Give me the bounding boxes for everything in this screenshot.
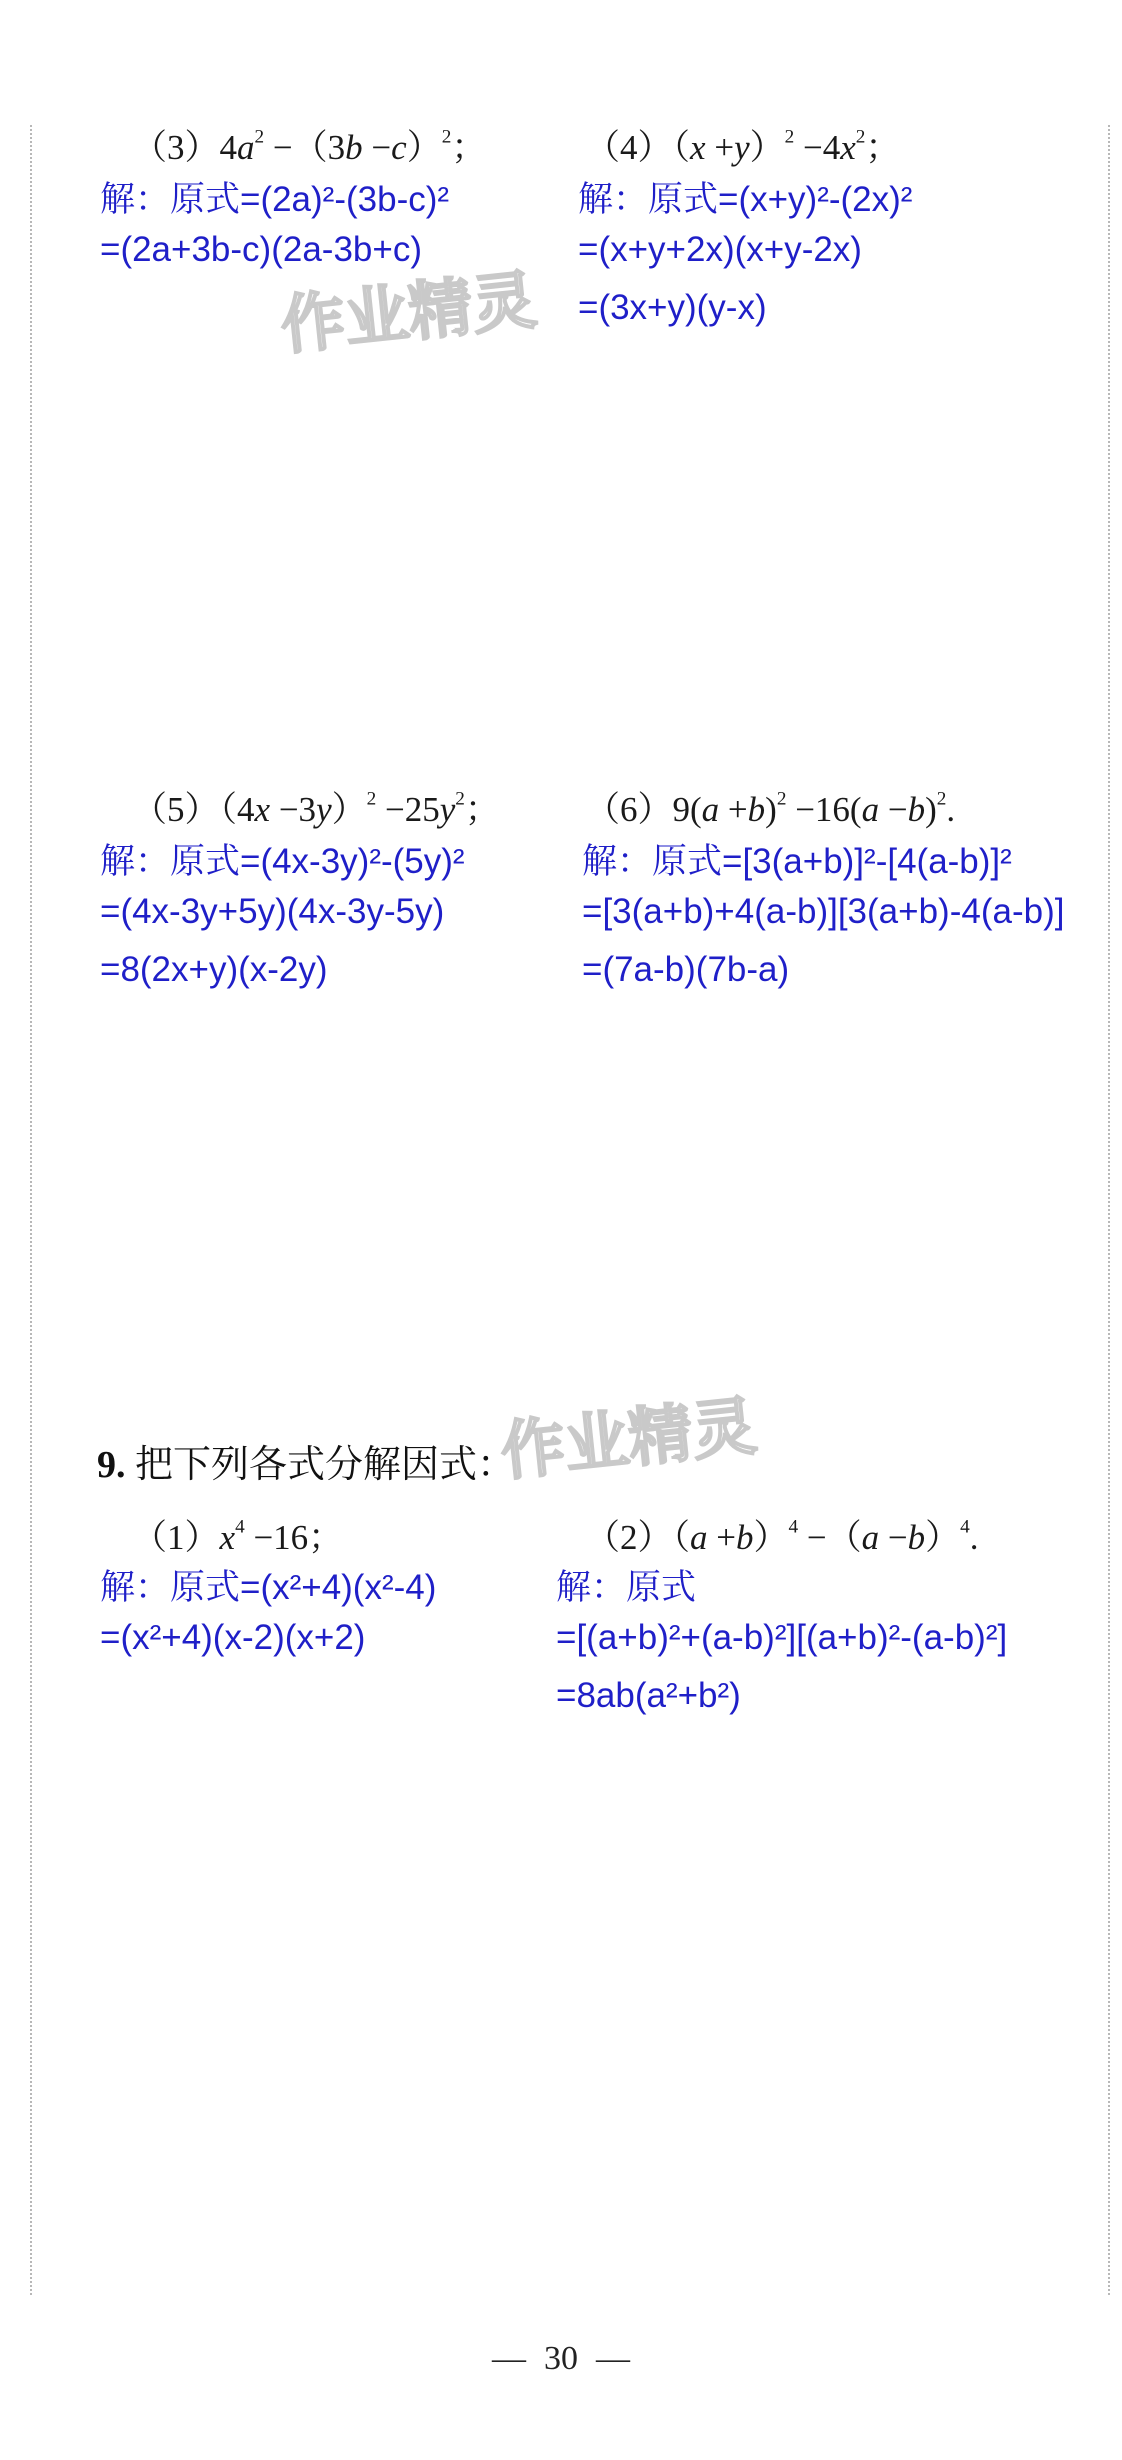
problem-6-end: . — [946, 790, 956, 829]
page-number-dash-right: — — [596, 2340, 630, 2377]
problem-4-exp-2: 2 — [855, 126, 866, 148]
problem-4-var-x: x — [690, 128, 706, 167]
problem-6-exp-1: 2 — [776, 788, 787, 810]
answer-4-line-3: =(3x+y)(y-x) — [578, 288, 767, 327]
problem-5-exp-2: 2 — [455, 788, 465, 810]
problem-6-close-1: ) — [765, 790, 777, 829]
problem-3-coef: 4 — [219, 128, 238, 167]
problem-5-mid: −3 — [270, 790, 317, 829]
problem-3-mid: −（3 — [264, 128, 346, 167]
problem-6-var-a2: a — [861, 790, 880, 829]
problem-6-op-2: − — [879, 790, 908, 829]
problem-9-1-var-x: x — [219, 1518, 236, 1557]
problem-9-2-var-a2: a — [861, 1518, 880, 1557]
problem-9-1-label: （1） — [132, 1518, 220, 1557]
problem-9-2-mid: −（ — [798, 1518, 862, 1557]
problem-5-mid-2: −25 — [376, 790, 440, 829]
problem-3-var-a: a — [237, 128, 255, 167]
problem-4-var-x2: x — [840, 128, 856, 167]
problem-6-label: （6）9( — [585, 790, 702, 829]
answer-4-line-2: =(x+y+2x)(x+y-2x) — [578, 230, 862, 269]
problem-6-close-2: ) — [925, 790, 937, 829]
problem-5 — [132, 782, 500, 832]
answer-6-line-1: 解：原式=[3(a+b)]²-[4(a-b)]² — [582, 842, 1012, 881]
problem-3-exp-2: 2 — [441, 126, 452, 148]
problem-6-exp-2: 2 — [936, 788, 947, 810]
problem-3-var-c: c — [391, 128, 407, 167]
answer-9-2-line-1: 解：原式 — [556, 1568, 697, 1607]
problem-6-mid: −16( — [786, 790, 862, 829]
question-9-heading — [97, 1433, 515, 1488]
problem-9-1-exp: 4 — [235, 1516, 245, 1538]
problem-5-var-y: y — [316, 790, 332, 829]
problem-9-2-close-2: ） — [925, 1518, 961, 1557]
answer-9-1-line-1: 解：原式=(x²+4)(x²-4) — [100, 1568, 437, 1607]
answer-3-line-1: 解：原式=(2a)²-(3b-c)² — [100, 180, 450, 219]
problem-3 — [132, 120, 486, 170]
problem-6-var-a: a — [701, 790, 720, 829]
problem-9-2-exp-1: 4 — [788, 1516, 799, 1538]
page-number-dash-left: — — [492, 2340, 526, 2377]
problem-9-2-var-b2: b — [907, 1518, 926, 1557]
answer-6-line-2: =[3(a+b)+4(a-b)][3(a+b)-4(a-b)] — [582, 892, 1065, 931]
problem-4-exp-1: 2 — [784, 126, 795, 148]
problem-5-var-y2: y — [439, 790, 456, 829]
problem-5-exp-1: 2 — [366, 788, 377, 810]
problem-5-var-x: x — [254, 790, 271, 829]
problem-5-close: ） — [331, 790, 367, 829]
question-number: 9 — [97, 1444, 116, 1486]
problem-9-2-op-1: + — [707, 1518, 737, 1557]
problem-4-var-y: y — [734, 128, 750, 167]
problem-3-close: ） — [406, 128, 442, 167]
problem-6-op-1: + — [719, 790, 748, 829]
answer-5-line-3: =8(2x+y)(x-2y) — [100, 950, 328, 989]
problem-4-close: ） — [749, 128, 785, 167]
page-number-footer — [492, 2340, 630, 2378]
problem-4-mid: −4 — [794, 128, 841, 167]
problem-4-end: ； — [865, 128, 901, 167]
problem-4-op: + — [705, 128, 735, 167]
problem-9-2-label: （2）（ — [585, 1518, 691, 1557]
problem-5-end: ； — [464, 790, 500, 829]
answer-5-line-1: 解：原式=(4x-3y)²-(5y)² — [100, 842, 465, 881]
right-margin-dotted-line — [1108, 125, 1110, 2295]
problem-9-2-exp-2: 4 — [960, 1516, 970, 1538]
problem-3-op: − — [362, 128, 392, 167]
left-margin-dotted-line — [30, 125, 32, 2295]
problem-9-2-op-2: − — [879, 1518, 908, 1557]
answer-9-2-line-2: =[(a+b)²+(a-b)²][(a+b)²-(a-b)²] — [556, 1618, 1008, 1657]
answer-6-line-3: =(7a-b)(7b-a) — [582, 950, 790, 989]
problem-9-2-var-b: b — [736, 1518, 754, 1557]
problem-3-exp-1: 2 — [254, 126, 265, 148]
question-text: 把下列各式分解因式： — [135, 1444, 516, 1486]
watermark: 作业精灵 — [277, 263, 540, 365]
problem-3-end: ； — [451, 128, 487, 167]
problem-3-label: （3） — [132, 128, 220, 167]
problem-3-var-b: b — [345, 128, 363, 167]
answer-9-2-line-3: =8ab(a²+b²) — [556, 1676, 741, 1715]
problem-9-2 — [585, 1510, 979, 1560]
problem-9-2-close-1: ） — [753, 1518, 789, 1557]
answer-9-1-line-2: =(x²+4)(x-2)(x+2) — [100, 1618, 366, 1657]
page-number: 30 — [544, 2340, 578, 2377]
problem-9-2-var-a: a — [690, 1518, 708, 1557]
problem-6-var-b2: b — [907, 790, 926, 829]
answer-3-line-2: =(2a+3b-c)(2a-3b+c) — [100, 230, 422, 269]
problem-4-label: （4）（ — [585, 128, 691, 167]
problem-9-1 — [132, 1510, 343, 1560]
answer-4-line-1: 解：原式=(x+y)²-(2x)² — [578, 180, 913, 219]
answer-5-line-2: =(4x-3y+5y)(4x-3y-5y) — [100, 892, 445, 931]
problem-9-2-end: . — [969, 1518, 979, 1557]
problem-9-1-rest: −16； — [244, 1518, 344, 1557]
problem-6-var-b: b — [747, 790, 766, 829]
problem-4 — [585, 120, 900, 170]
watermark-2: 作业精灵 — [497, 1389, 760, 1491]
question-number-dot: . — [116, 1444, 126, 1486]
problem-5-label: （5）（4 — [132, 790, 255, 829]
problem-6 — [585, 782, 955, 832]
